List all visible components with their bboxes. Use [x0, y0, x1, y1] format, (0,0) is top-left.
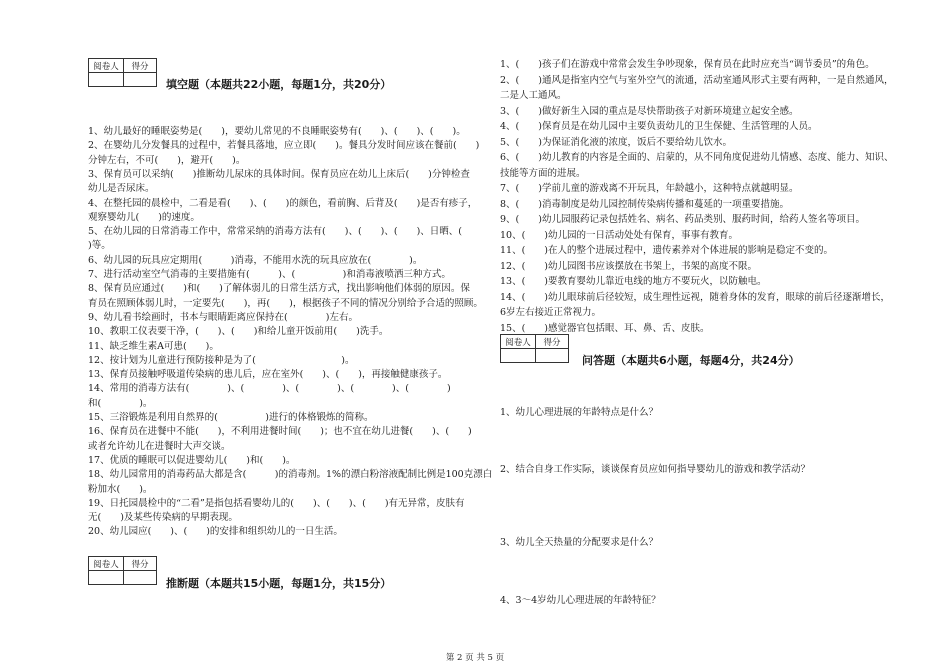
- fill-question-line: 育员在照顾体弱儿时，一定要先( )，再( )，根据孩子不同的情况分别给予合适的照顾。: [88, 297, 483, 309]
- fill-question-line: 13、保育员接触呼吸道传染病的患儿后，应在室外( )、( )，再接触健康孩子。: [88, 369, 448, 381]
- fill-question-line: 14、常用的消毒方法有( )、( )、( )、( )、( ): [88, 383, 451, 395]
- judge-question-line: 技能等方面的进展。: [500, 167, 586, 179]
- score-box-essay: [500, 334, 569, 363]
- essay-question-1: 1、幼儿心理进展的年龄特点是什么？: [500, 407, 659, 418]
- fill-question-line: 和( )。: [88, 397, 153, 409]
- fill-question-line: 20、幼儿园应( )、( )的安排和组织幼儿的一日生活。: [88, 526, 343, 538]
- score-box-grader-cell[interactable]: [89, 571, 124, 585]
- judge-question-line: 5、( )为保证消化液的浓度，饭后不要给幼儿饮水。: [500, 136, 732, 148]
- fill-question-line: 12、按计划为儿童进行预防接种是为了( )。: [88, 354, 355, 366]
- fill-question-line: 7、进行活动室空气消毒的主要措施有( )、( )和消毒液喷洒三种方式。: [88, 269, 451, 280]
- score-box-fill: [88, 58, 157, 87]
- score-box-grader-cell[interactable]: [89, 73, 124, 87]
- score-box-score-cell[interactable]: [124, 571, 157, 585]
- judge-question-line: 4、( )保育员是在幼儿园中主要负责幼儿的卫生保健、生活管理的人员。: [500, 121, 818, 132]
- score-box-score-label: 得分: [124, 557, 157, 571]
- judge-question-line: 10、( )幼儿园的一日活动处处有保育，事事有教育。: [500, 229, 739, 241]
- fill-question-line: 无( )及某些传染病的早期表现。: [88, 512, 238, 524]
- score-box-score-cell[interactable]: [536, 349, 569, 363]
- judge-question-line: 11、( )在人的整个进展过程中，遗传素养对个体进展的影响是稳定不变的。: [500, 245, 834, 256]
- judge-question-line: 二是人工通风。: [500, 90, 567, 101]
- judge-question-line: 2、( )通风是指室内空气与室外空气的流通，活动室通风形式主要有两种，一是自然通风，: [500, 74, 894, 86]
- judge-question-line: 12、( )幼儿园图书应该摆放在书架上，书架的高度不限。: [500, 260, 758, 272]
- fill-question-line: 幼儿是否尿床。: [88, 183, 155, 195]
- fill-question-line: 分钟左右，不可( )，避开( )。: [88, 154, 246, 166]
- fill-question-line: 4、在整托园的晨检中，二看是看( )、( )的颜色，看前胸、后背及( )是否有疹子，: [88, 197, 478, 209]
- essay-question-2: 2、结合自身工作实际，谈谈保育员应如何指导婴幼儿的游戏和教学活动？: [500, 464, 811, 475]
- essay-question-4: 4、3～4岁幼儿心理进展的年龄特征？: [500, 595, 661, 606]
- section-title-essay: 问答题（本题共6小题，每题4分，共24分）: [582, 354, 800, 367]
- judge-question-line: 9、( )幼儿园服药记录包括姓名、病名、药品类别、服药时间，给药人签名等项目。: [500, 214, 865, 225]
- fill-question-line: 观察婴幼儿( )的速度。: [88, 211, 200, 223]
- fill-question-line: 18、幼儿园常用的消毒药品大都是含( )的消毒剂。1%的漂白粉溶液配制比例是100克漂白: [88, 469, 493, 481]
- score-box-grader-label: 阅卷人: [501, 335, 536, 349]
- score-box-judge: [88, 556, 157, 585]
- judge-question-line: 8、( )消毒制度是幼儿园控制传染病传播和蔓延的一项重要措施。: [500, 198, 789, 210]
- score-box-score-label: 得分: [124, 59, 157, 73]
- fill-question-line: 3、保育员可以采纳( )推断幼儿尿床的具体时间。保育员应在幼儿上床后( )分钟检查: [88, 168, 470, 180]
- fill-question-line: 或者允许幼儿在进餐时大声交谈。: [88, 440, 231, 452]
- fill-question-line: 16、保育员在进餐中不能( )，不利用进餐时间( )；也不宜在幼儿进餐( )、( ): [88, 426, 472, 438]
- fill-question-line: 6、幼儿园的玩具应定期用( )消毒，不能用水洗的玩具应放在( )。: [88, 254, 423, 266]
- page-footer: 第 2 页 共 5 页: [445, 653, 505, 663]
- fill-question-line: 8、保育员应通过( )和( )了解体弱儿的日常生活方式，找出影响他们体弱的原因。保: [88, 283, 470, 295]
- fill-question-line: 1、幼儿最好的睡眠姿势是( )，要幼儿常见的不良睡眠姿势有( )、( )、( )。: [88, 126, 466, 137]
- score-box-grader-cell[interactable]: [501, 349, 536, 363]
- judge-question-line: 3、( )做好新生入园的重点是尽快帮助孩子对新环境建立起安全感。: [500, 105, 799, 117]
- fill-question-line: 10、教职工仪表要干净，( )、( )和给儿童开饭前用( )洗手。: [88, 326, 389, 338]
- section-title-fill: 填空题（本题共22小题，每题1分，共20分）: [166, 78, 392, 91]
- judge-question-line: 14、( )幼儿眼球前后径较短，成生理性远视，随着身体的发育，眼球的前后径逐渐增长，: [500, 291, 891, 303]
- judge-question-line: 13、( )要教育婴幼儿靠近电线的地方不要玩火，以防触电。: [500, 276, 767, 287]
- judge-question-line: 1、( )孩子们在游戏中常常会发生争吵现象，保育员在此时应充当“调节委员”的角色。: [500, 59, 875, 70]
- fill-question-line: 9、幼儿看书绘画时，书本与眼睛距离应保持在( )左右。: [88, 311, 358, 323]
- essay-question-3: 3、幼儿全天热量的分配要求是什么？: [500, 537, 659, 548]
- fill-question-line: 2、在婴幼儿分发餐具的过程中，若餐具落地，应立即( )。餐具分发时间应该在餐前( ): [88, 140, 480, 152]
- fill-question-line: 5、在幼儿园的日常消毒工作中，常常采纳的消毒方法有( )、( )、( )、日晒、(: [88, 226, 481, 238]
- score-box-score-cell[interactable]: [124, 73, 157, 87]
- score-box-grader-label: 阅卷人: [89, 557, 124, 571]
- score-box-score-label: 得分: [536, 335, 569, 349]
- section-title-judge: 推断题（本题共15小题，每题1分，共15分）: [166, 577, 392, 590]
- judge-question-line: 7、( )学前儿童的游戏离不开玩具，年龄越小，这种特点就越明显。: [500, 183, 799, 194]
- judge-question-line: 15、( )感觉器官包括眼、耳、鼻、舌、皮肤。: [500, 322, 710, 334]
- fill-question-line: 粉加水( )。: [88, 483, 153, 495]
- fill-question-line: 17、优质的睡眠可以促进婴幼儿( )和( )。: [88, 454, 296, 466]
- fill-question-line: 15、三浴锻炼是利用自然界的( )进行的体格锻炼的简称。: [88, 412, 374, 423]
- judge-question-line: 6岁左右接近正常视力。: [500, 307, 602, 318]
- fill-question-line: 11、缺乏维生素A可患( )。: [88, 340, 219, 352]
- fill-question-line: 19、日托园晨检中的“二看”是指包括看婴幼儿的( )、( )、( )有无异常，皮肤有: [88, 497, 465, 509]
- score-box-grader-label: 阅卷人: [89, 59, 124, 73]
- judge-question-line: 6、( )幼儿教育的内容是全面的、启蒙的，从不同角度促进幼儿情感、态度、能力、知识、: [500, 152, 894, 163]
- fill-question-line: )等。: [88, 240, 111, 252]
